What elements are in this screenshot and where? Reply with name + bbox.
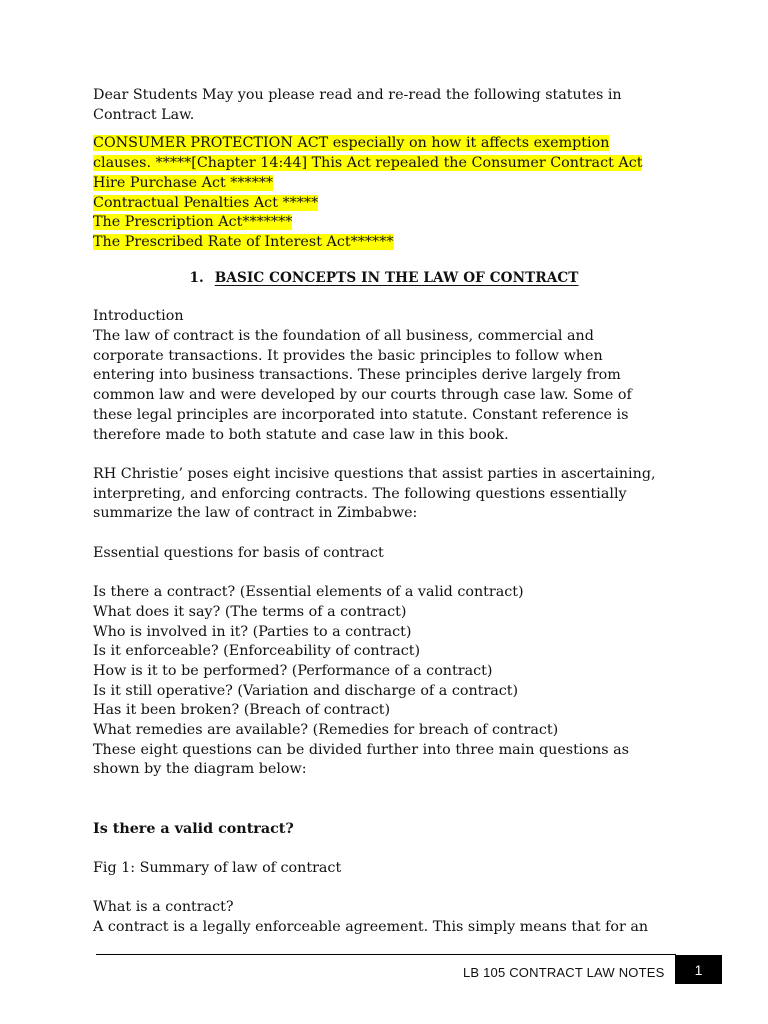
question-item: Is it still operative? (Variation and discharge of a contract): [93, 682, 519, 699]
statute-line: [93, 194, 675, 214]
intro-line: Contract Law.: [93, 106, 195, 123]
divided-paragraph: [93, 741, 675, 780]
introduction-paragraph: [93, 327, 675, 445]
highlight-text: Hire Purchase Act ******: [93, 174, 274, 191]
paragraph-line: these legal principles are incorporated into statute. Constant reference is: [93, 406, 629, 423]
section-heading: [93, 269, 675, 289]
paragraph-line: summarize the law of contract in Zimbabwe:: [93, 505, 418, 522]
page-number-badge: [675, 955, 722, 984]
spacer: [93, 780, 675, 819]
paragraph-line: These eight questions can be divided further into three main questions as: [93, 741, 630, 758]
highlight-text: CONSUMER PROTECTION ACT especially on how it affects exemption: [93, 135, 610, 152]
highlight-text: The Prescribed Rate of Interest Act******: [93, 233, 394, 250]
statute-line: [93, 154, 675, 174]
page-number: 1: [694, 961, 703, 978]
paragraph-line: RH Christie’ poses eight incisive questions that assist parties in ascertaining,: [93, 465, 656, 482]
highlight-text: Contractual Penalties Act *****: [93, 194, 319, 211]
paragraph-line: corporate transactions. It provides the basic principles to follow when: [93, 347, 603, 364]
valid-contract-heading: Is there a valid contract?: [93, 820, 294, 837]
question-item: Who is involved in it? (Parties to a contract): [93, 623, 412, 640]
question-item: What does it say? (The terms of a contract): [93, 603, 407, 620]
paragraph-line: interpreting, and enforcing contracts. The following questions essentially: [93, 485, 627, 502]
section-title: BASIC CONCEPTS IN THE LAW OF CONTRACT: [214, 269, 579, 286]
statute-line: [93, 233, 675, 253]
footer-divider: [96, 954, 676, 955]
question-item: Is there a contract? (Essential elements of a valid contract): [93, 584, 524, 601]
highlight-text: clauses. *****[Chapter 14:44] This Act repealed the Consumer Contract Act: [93, 155, 643, 172]
intro-line: Dear Students May you please read and re-read the following statutes in: [93, 87, 622, 103]
paragraph-line: The law of contract is the foundation of all business, commercial and: [93, 328, 594, 345]
paragraph-line: entering into business transactions. These principles derive largely from: [93, 367, 621, 384]
spacer: [93, 839, 675, 859]
figure-caption: Fig 1: Summary of law of contract: [93, 859, 342, 876]
statute-line: [93, 174, 675, 194]
spacer: [93, 563, 675, 583]
essential-questions-heading: Essential questions for basis of contract: [93, 544, 384, 561]
statute-line: [93, 213, 675, 233]
question-item: Is it enforceable? (Enforceability of contract): [93, 643, 421, 660]
paragraph-line: common law and were developed by our courts through case law. Some of: [93, 387, 632, 404]
paragraph-line: shown by the diagram below:: [93, 761, 307, 778]
introduction-heading: Introduction: [93, 308, 184, 325]
spacer: [93, 445, 675, 465]
question-item: How is it to be performed? (Performance of a contract): [93, 662, 493, 679]
questions-list: [93, 583, 675, 741]
statute-line: [93, 134, 675, 154]
paragraph-line: therefore made to both statute and case law in this book.: [93, 426, 509, 443]
page-content: [93, 86, 675, 938]
paragraph-line: A contract is a legally enforceable agreement. This simply means that for an: [93, 919, 649, 936]
spacer: [93, 524, 675, 544]
spacer: [93, 879, 675, 899]
what-is-contract-heading: What is a contract?: [93, 899, 234, 916]
what-is-contract-line: [93, 918, 675, 938]
statutes-list: [93, 134, 675, 252]
question-item: What remedies are available? (Remedies for breach of contract): [93, 722, 559, 739]
section-number: 1.: [189, 269, 204, 286]
highlight-text: The Prescription Act*******: [93, 214, 293, 231]
intro-paragraph: [93, 86, 675, 125]
footer-label: LB 105 CONTRACT LAW NOTES: [463, 965, 665, 980]
christie-paragraph: [93, 465, 675, 524]
question-item: Has it been broken? (Breach of contract): [93, 702, 391, 719]
